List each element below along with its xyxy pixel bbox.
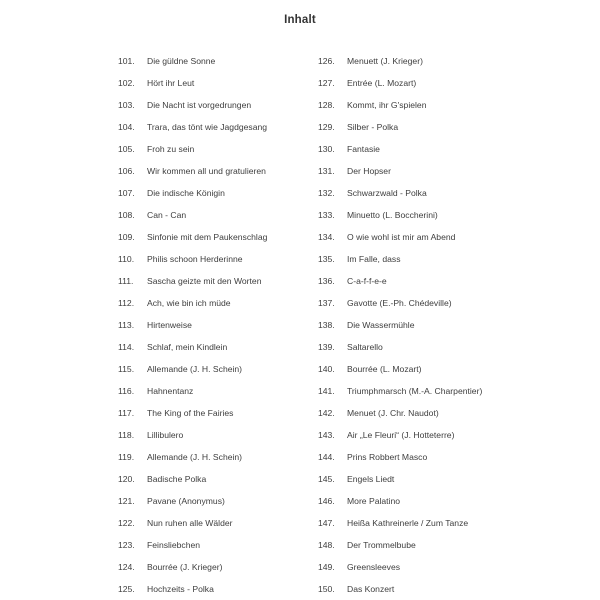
toc-entry-116[interactable] <box>118 380 318 402</box>
toc-entry-label: Die Nacht ist vorgedrungen <box>147 100 252 110</box>
toc-entry-number: 101. <box>118 56 135 66</box>
toc-entry-label: Allemande (J. H. Schein) <box>147 364 243 374</box>
toc-entry-number: 137. <box>318 298 335 308</box>
toc-entry-143[interactable] <box>318 424 568 446</box>
toc-entry-label: Nun ruhen alle Wälder <box>147 518 233 528</box>
toc-entry-135[interactable] <box>318 248 568 270</box>
toc-entry-107[interactable] <box>118 182 318 204</box>
toc-entry-label: Schwarzwald - Polka <box>347 188 427 198</box>
toc-entry-number: 135. <box>318 254 335 264</box>
toc-entry-label: Die güldne Sonne <box>147 56 216 66</box>
toc-entry-number: 124. <box>118 562 135 572</box>
toc-entry-number: 129. <box>318 122 335 132</box>
toc-entry-number: 122. <box>118 518 135 528</box>
toc-entry-label: Wir kommen all und gratulieren <box>147 166 266 176</box>
toc-entry-number: 134. <box>318 232 335 242</box>
toc-entry-label: Der Hopser <box>347 166 391 176</box>
toc-entry-label: Hochzeits - Polka <box>147 584 214 594</box>
toc-entry-144[interactable] <box>318 446 568 468</box>
toc-entry-number: 146. <box>318 496 335 506</box>
toc-entry-label: Lillibulero <box>147 430 184 440</box>
toc-entry-number: 148. <box>318 540 335 550</box>
toc-entry-label: Der Trommelbube <box>347 540 416 550</box>
toc-entry-number: 106. <box>118 166 135 176</box>
toc-entry-114[interactable] <box>118 336 318 358</box>
toc-entry-label: Saltarello <box>347 342 383 352</box>
toc-entry-label: Im Falle, dass <box>347 254 401 264</box>
toc-entry-label: Hahnentanz <box>147 386 194 396</box>
toc-entry-130[interactable] <box>318 138 568 160</box>
toc-entry-149[interactable] <box>318 556 568 578</box>
toc-entry-number: 136. <box>318 276 335 286</box>
toc-entry-number: 102. <box>118 78 135 88</box>
toc-entry-label: Air „Le Fleuri“ (J. Hotteterre) <box>347 430 455 440</box>
toc-entry-label: Can - Can <box>147 210 187 220</box>
toc-entry-101[interactable] <box>118 50 318 72</box>
toc-entry-103[interactable] <box>118 94 318 116</box>
toc-entry-124[interactable] <box>118 556 318 578</box>
toc-entry-137[interactable] <box>318 292 568 314</box>
toc-entry-label: Sinfonie mit dem Paukenschlag <box>147 232 268 242</box>
toc-entry-number: 116. <box>118 386 135 396</box>
toc-entry-label: Menuet (J. Chr. Naudot) <box>347 408 439 418</box>
toc-entry-label: Heißa Kathreinerle / Zum Tanze <box>347 518 469 528</box>
toc-entry-122[interactable] <box>118 512 318 534</box>
toc-entry-106[interactable] <box>118 160 318 182</box>
toc-entry-147[interactable] <box>318 512 568 534</box>
toc-entry-number: 119. <box>118 452 135 462</box>
toc-entry-127[interactable] <box>318 72 568 94</box>
toc-entry-number: 120. <box>118 474 135 484</box>
toc-entry-number: 149. <box>318 562 335 572</box>
toc-entry-label: Philis schoon Herderinne <box>147 254 243 264</box>
toc-entry-number: 145. <box>318 474 335 484</box>
toc-entry-number: 115. <box>118 364 135 374</box>
toc-entry-label: Feinsliebchen <box>147 540 201 550</box>
toc-entry-number: 108. <box>118 210 135 220</box>
toc-entry-label: Gavotte (E.-Ph. Chédeville) <box>347 298 452 308</box>
toc-entry-126[interactable] <box>318 50 568 72</box>
toc-entry-148[interactable] <box>318 534 568 556</box>
toc-entry-label: More Palatino <box>347 496 401 506</box>
toc-entry-number: 118. <box>118 430 135 440</box>
toc-entry-number: 105. <box>118 144 135 154</box>
toc-entry-number: 128. <box>318 100 335 110</box>
toc-entry-number: 150. <box>318 584 335 594</box>
toc-entry-label: Menuett (J. Krieger) <box>347 56 423 66</box>
toc-entry-140[interactable] <box>318 358 568 380</box>
toc-entry-number: 130. <box>318 144 335 154</box>
toc-entry-110[interactable] <box>118 248 318 270</box>
toc-entry-number: 133. <box>318 210 335 220</box>
toc-entry-number: 121. <box>118 496 135 506</box>
toc-entry-label: Greensleeves <box>347 562 401 572</box>
toc-entry-117[interactable] <box>118 402 318 424</box>
toc-entry-label: Triumphmarsch (M.-A. Charpentier) <box>347 386 483 396</box>
toc-entry-number: 141. <box>318 386 335 396</box>
toc-entry-109[interactable] <box>118 226 318 248</box>
toc-entry-108[interactable] <box>118 204 318 226</box>
toc-entry-label: Trara, das tönt wie Jagdgesang <box>147 122 268 132</box>
toc-entry-number: 112. <box>118 298 135 308</box>
toc-entry-136[interactable] <box>318 270 568 292</box>
toc-entry-146[interactable] <box>318 490 568 512</box>
toc-entry-label: Die Wassermühle <box>347 320 415 330</box>
toc-entry-number: 147. <box>318 518 335 528</box>
toc-entry-label: Die indische Königin <box>147 188 225 198</box>
toc-entry-number: 143. <box>318 430 335 440</box>
toc-entry-119[interactable] <box>118 446 318 468</box>
toc-entry-113[interactable] <box>118 314 318 336</box>
toc-entry-number: 123. <box>118 540 135 550</box>
toc-entry-145[interactable] <box>318 468 568 490</box>
toc-entry-label: Badische Polka <box>147 474 207 484</box>
toc-entry-number: 138. <box>318 320 335 330</box>
toc-entry-142[interactable] <box>318 402 568 424</box>
toc-entry-132[interactable] <box>318 182 568 204</box>
toc-entry-120[interactable] <box>118 468 318 490</box>
toc-entry-label: Froh zu sein <box>147 144 195 154</box>
toc-entry-label: Pavane (Anonymus) <box>147 496 225 506</box>
toc-entry-number: 142. <box>318 408 335 418</box>
toc-entry-label: Sascha geizte mit den Worten <box>147 276 262 286</box>
toc-entry-138[interactable] <box>318 314 568 336</box>
toc-entry-label: Engels Liedt <box>347 474 395 484</box>
toc-entry-number: 132. <box>318 188 335 198</box>
toc-entry-104[interactable] <box>118 116 318 138</box>
toc-entry-123[interactable] <box>118 534 318 556</box>
toc-entry-105[interactable] <box>118 138 318 160</box>
toc-entry-label: O wie wohl ist mir am Abend <box>347 232 456 242</box>
toc-entry-label: Ach, wie bin ich müde <box>147 298 231 308</box>
toc-entry-131[interactable] <box>318 160 568 182</box>
toc-entry-121[interactable] <box>118 490 318 512</box>
toc-entry-129[interactable] <box>318 116 568 138</box>
toc-entry-150[interactable] <box>318 578 568 600</box>
toc-entry-label: Silber - Polka <box>347 122 399 132</box>
toc-entry-label: Minuetto (L. Boccherini) <box>347 210 438 220</box>
toc-entry-number: 114. <box>118 342 135 352</box>
toc-entry-number: 110. <box>118 254 135 264</box>
toc-entry-115[interactable] <box>118 358 318 380</box>
toc-entry-139[interactable] <box>318 336 568 358</box>
toc-entry-label: Bourrée (J. Krieger) <box>147 562 223 572</box>
page-title: Inhalt <box>284 14 316 26</box>
toc-entry-number: 125. <box>118 584 135 594</box>
toc-entry-number: 117. <box>118 408 135 418</box>
toc-entry-111[interactable] <box>118 270 318 292</box>
toc-column-left <box>118 50 318 600</box>
toc-entry-label: Das Konzert <box>347 584 395 594</box>
toc-entry-128[interactable] <box>318 94 568 116</box>
toc-entry-number: 140. <box>318 364 335 374</box>
toc-entry-number: 111. <box>118 276 134 286</box>
toc-entry-label: Fantasie <box>347 144 380 154</box>
toc-entry-label: Kommt, ihr G'spielen <box>347 100 427 110</box>
toc-entry-number: 104. <box>118 122 135 132</box>
toc-entry-102[interactable] <box>118 72 318 94</box>
table-of-contents <box>0 50 600 600</box>
toc-entry-134[interactable] <box>318 226 568 248</box>
toc-entry-label: Hört ihr Leut <box>147 78 195 88</box>
toc-entry-133[interactable] <box>318 204 568 226</box>
toc-entry-label: Allemande (J. H. Schein) <box>147 452 243 462</box>
toc-entry-number: 127. <box>318 78 335 88</box>
toc-entry-number: 113. <box>118 320 135 330</box>
toc-entry-label: Schlaf, mein Kindlein <box>147 342 228 352</box>
toc-entry-number: 126. <box>318 56 335 66</box>
toc-entry-112[interactable] <box>118 292 318 314</box>
toc-entry-label: The King of the Fairies <box>147 408 234 418</box>
toc-entry-label: Entrée (L. Mozart) <box>347 78 417 88</box>
toc-entry-number: 109. <box>118 232 135 242</box>
toc-entry-125[interactable] <box>118 578 318 600</box>
toc-entry-118[interactable] <box>118 424 318 446</box>
toc-entry-label: Bourrée (L. Mozart) <box>347 364 422 374</box>
toc-entry-number: 139. <box>318 342 335 352</box>
toc-entry-number: 144. <box>318 452 335 462</box>
toc-column-right <box>318 50 568 600</box>
toc-entry-number: 103. <box>118 100 135 110</box>
toc-entry-label: Prins Robbert Masco <box>347 452 428 462</box>
toc-entry-number: 131. <box>318 166 335 176</box>
toc-entry-141[interactable] <box>318 380 568 402</box>
toc-entry-label: C-a-f-f-e-e <box>347 276 387 286</box>
toc-entry-label: Hirtenweise <box>147 320 192 330</box>
toc-entry-number: 107. <box>118 188 135 198</box>
